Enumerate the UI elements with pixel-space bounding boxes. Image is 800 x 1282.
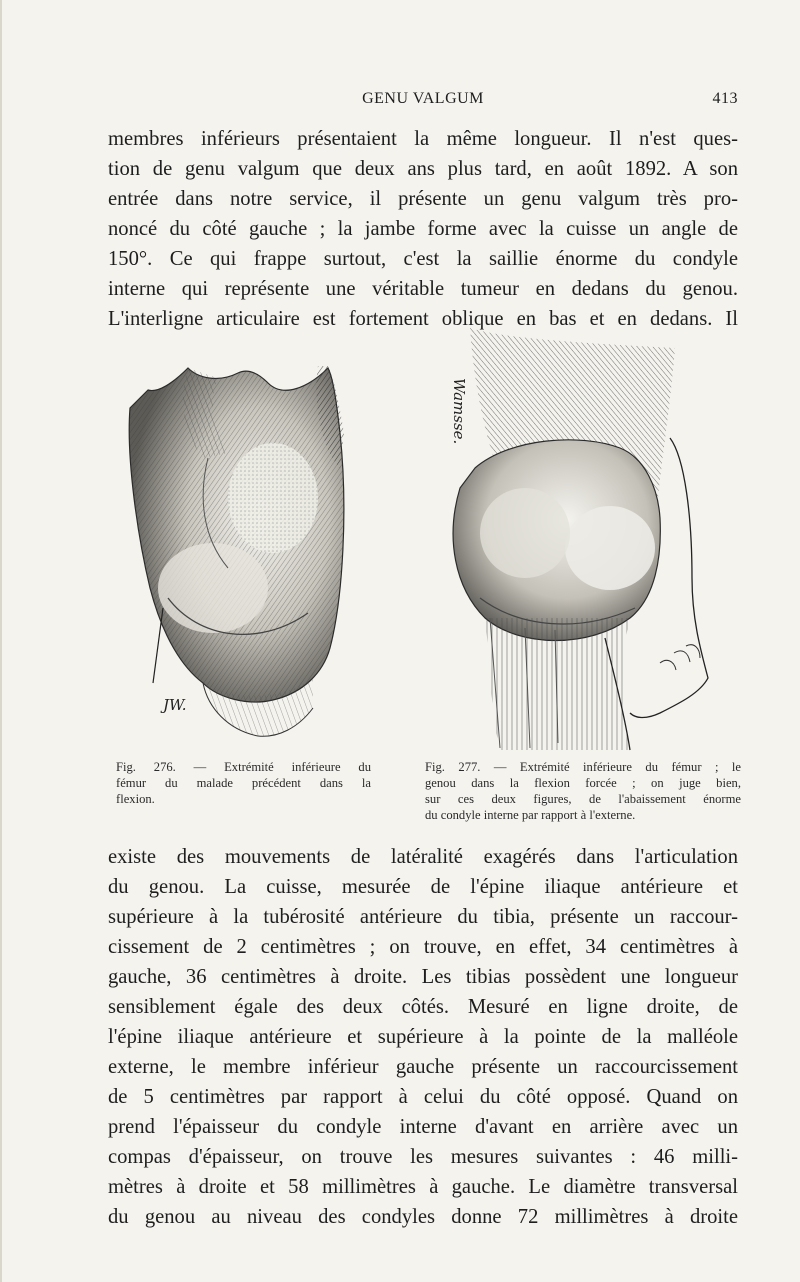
text-line: cissement de 2 centimètres ; on trouve, en effet, 34 centimètres à [108, 936, 738, 958]
text-line: entrée dans notre service, il présente un genu valgum très pro- [108, 188, 738, 210]
text-line: prend l'épaisseur du condyle interne d'avant en arrière avec un [108, 1116, 738, 1138]
page-edge [0, 0, 2, 1282]
engraver-signature: Wamsse. [450, 378, 468, 445]
caption-line: flexion. [116, 792, 155, 806]
text-line: interne qui représente une véritable tumeur en dedans du genou. [108, 278, 738, 300]
text-line: existe des mouvements de latéralité exagérés dans l'articulation [108, 846, 738, 868]
text-line: compas d'épaisseur, on trouve les mesures suivantes : 46 milli- [108, 1146, 738, 1168]
engraver-mark: JW. [163, 696, 187, 714]
text-line: gauche, 36 centimètres à droite. Les tibias possèdent une longueur [108, 966, 738, 988]
text-line: noncé du côté gauche ; la jambe forme avec la cuisse un angle de [108, 218, 738, 240]
running-header [108, 90, 738, 114]
text-line: 150°. Ce qui frappe surtout, c'est la saillie énorme du condyle [108, 248, 738, 270]
caption-line: genou dans la flexion forcée ; on juge bien, [425, 776, 741, 790]
running-title: GENU VALGUM [362, 90, 484, 107]
text-line: supérieure à la tubérosité antérieure du tibia, présente un raccour- [108, 906, 738, 928]
caption-line: Fig. 276. — Extrémité inférieure du [116, 760, 371, 774]
text-line: sensiblement égale des deux côtés. Mesuré en ligne droite, de [108, 996, 738, 1018]
text-line: de 5 centimètres par rapport à celui du côté opposé. Quand on [108, 1086, 738, 1108]
text-line: l'épine iliaque antérieure et supérieure à la pointe de la malléole [108, 1026, 738, 1048]
caption-line: Fig. 277. — Extrémité inférieure du fémur ; le [425, 760, 741, 774]
page-number: 413 [712, 90, 738, 107]
text-line: du genou au niveau des condyles donne 72 millimètres à droite [108, 1206, 738, 1228]
caption-line: du condyle interne par rapport à l'externe. [425, 808, 636, 822]
text-line: du genou. La cuisse, mesurée de l'épine iliaque antérieure et [108, 876, 738, 898]
figure-276-caption [116, 759, 371, 807]
text-line: L'interligne articulaire est fortement oblique en bas et en dedans. Il [108, 308, 738, 330]
figure-277-knee-engraving [430, 318, 730, 753]
text-line: externe, le membre inférieur gauche présente un raccourcissement [108, 1056, 738, 1078]
figure-276-knee-engraving [108, 338, 368, 750]
caption-line: fémur du malade précédent dans la [116, 776, 371, 790]
caption-line: sur ces deux figures, de l'abaissement énorme [425, 792, 741, 806]
figure-277-caption [425, 759, 741, 823]
paragraph-bottom [108, 842, 738, 1232]
text-line: membres inférieurs présentaient la même longueur. Il n'est ques- [108, 128, 738, 150]
text-line: tion de genu valgum que deux ans plus tard, en août 1892. A son [108, 158, 738, 180]
paragraph-top [108, 124, 738, 334]
text-line: mètres à droite et 58 millimètres à gauche. Le diamètre transversal [108, 1176, 738, 1198]
